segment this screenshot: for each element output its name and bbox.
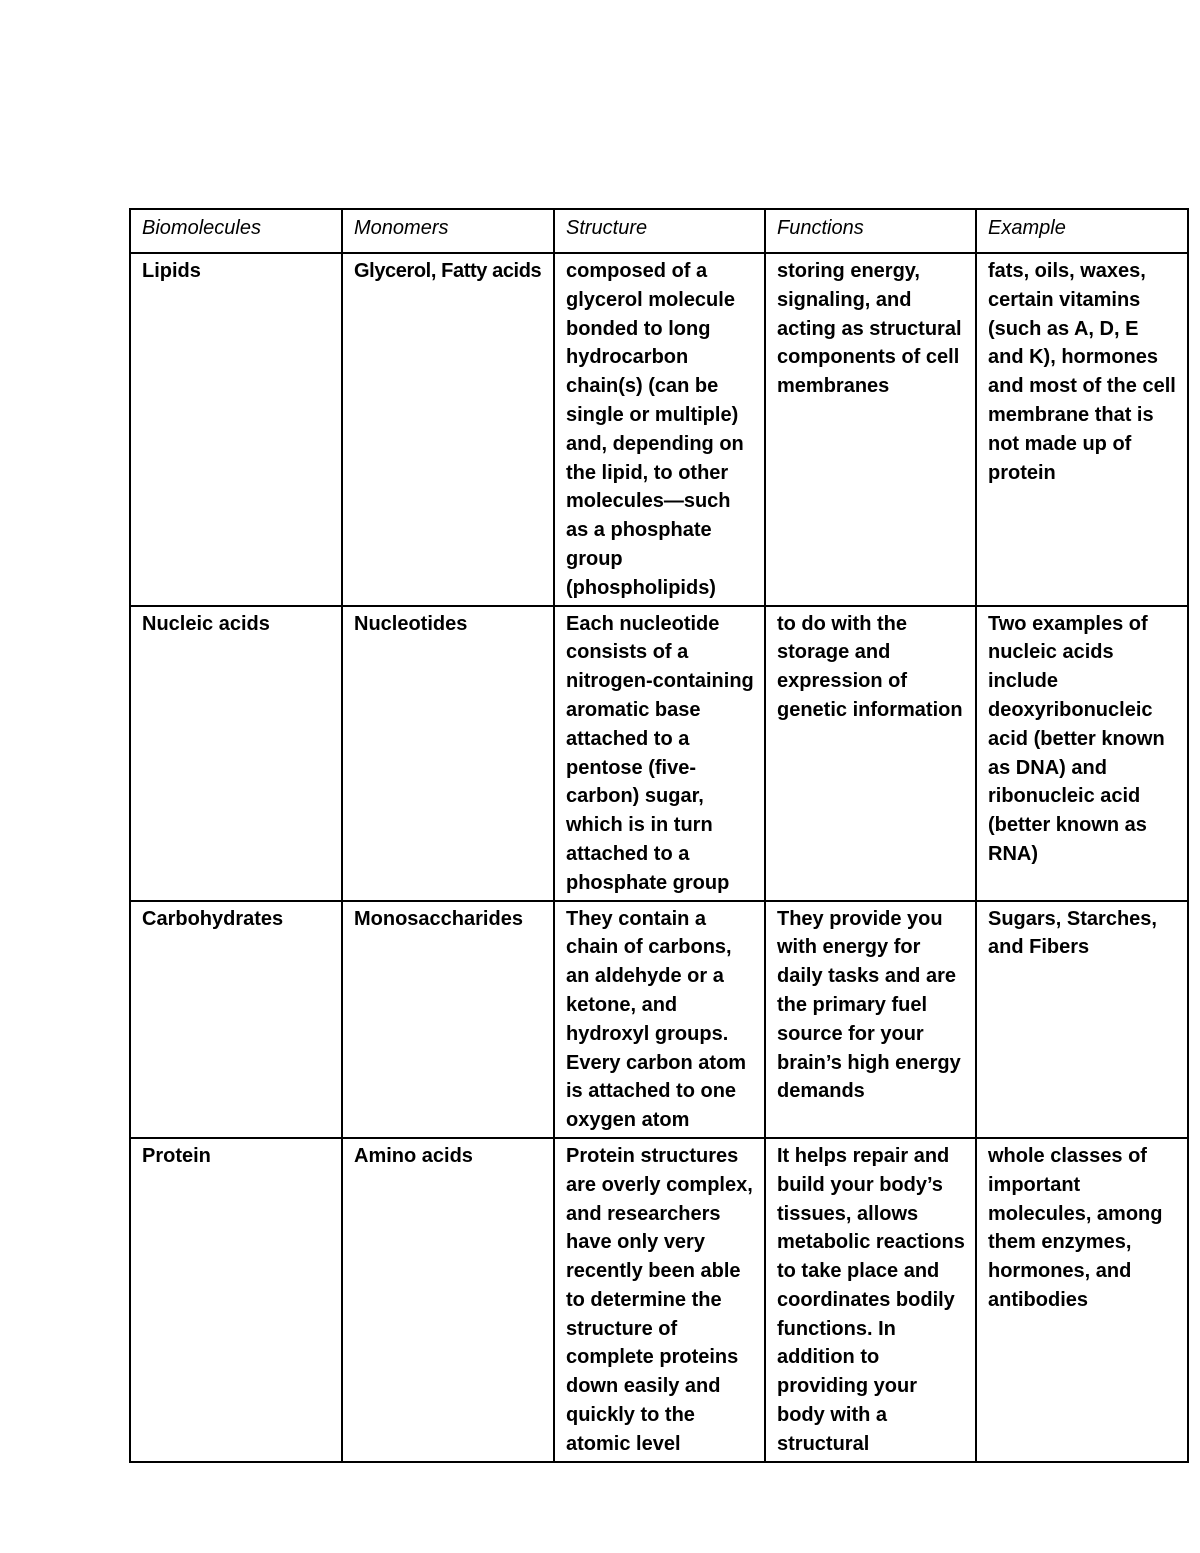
table-row-protein — [130, 1138, 1188, 1462]
cell-biomolecule: Nucleic acids — [130, 606, 342, 901]
cell-structure: composed of a glycerol molecule bonded to long hydrocarbon chain(s) (can be single or multiple) and, depending on the lipid, to other molecules—such as a phosphate group (phospholipids) — [554, 253, 765, 606]
cell-functions: It helps repair and build your body’s tissues, allows metabolic reactions to take place and coordinates bodily functions. In addition to providing your body with a structural — [765, 1138, 976, 1462]
cell-structure: Each nucleotide consists of a nitrogen-containing aromatic base attached to a pentose (five-carbon) sugar, which is in turn attached to a phosphate group — [554, 606, 765, 901]
cell-example: Sugars, Starches, and Fibers — [976, 901, 1188, 1138]
header-functions: Functions — [765, 209, 976, 253]
cell-functions: to do with the storage and expression of genetic information — [765, 606, 976, 901]
cell-structure: They contain a chain of carbons, an aldehyde or a ketone, and hydroxyl groups. Every carbon atom is attached to one oxygen atom — [554, 901, 765, 1138]
cell-example: fats, oils, waxes, certain vitamins (such as A, D, E and K), hormones and most of the cell membrane that is not made up of protein — [976, 253, 1188, 606]
table-row-carbohydrates — [130, 901, 1188, 1138]
cell-example: whole classes of important molecules, among them enzymes, hormones, and antibodies — [976, 1138, 1188, 1462]
cell-biomolecule: Protein — [130, 1138, 342, 1462]
cell-functions: They provide you with energy for daily tasks and are the primary fuel source for your brain’s high energy demands — [765, 901, 976, 1138]
header-structure: Structure — [554, 209, 765, 253]
table-header-row — [130, 209, 1188, 253]
cell-biomolecule: Lipids — [130, 253, 342, 606]
cell-monomers: Nucleotides — [342, 606, 554, 901]
cell-functions: storing energy, signaling, and acting as structural components of cell membranes — [765, 253, 976, 606]
header-biomolecules: Biomolecules — [130, 209, 342, 253]
biomolecules-table — [129, 208, 1189, 1463]
cell-monomers: Amino acids — [342, 1138, 554, 1462]
cell-biomolecule: Carbohydrates — [130, 901, 342, 1138]
header-example: Example — [976, 209, 1188, 253]
cell-monomers: Monosaccharides — [342, 901, 554, 1138]
cell-monomers: Glycerol, Fatty acids — [342, 253, 554, 606]
header-monomers: Monomers — [342, 209, 554, 253]
cell-structure: Protein structures are overly complex, and researchers have only very recently been able to determine the structure of complete proteins down easily and quickly to the atomic level — [554, 1138, 765, 1462]
table-row-lipids — [130, 253, 1188, 606]
cell-example: Two examples of nucleic acids include deoxyribonucleic acid (better known as DNA) and ribonucleic acid (better known as RNA) — [976, 606, 1188, 901]
table-row-nucleic-acids — [130, 606, 1188, 901]
